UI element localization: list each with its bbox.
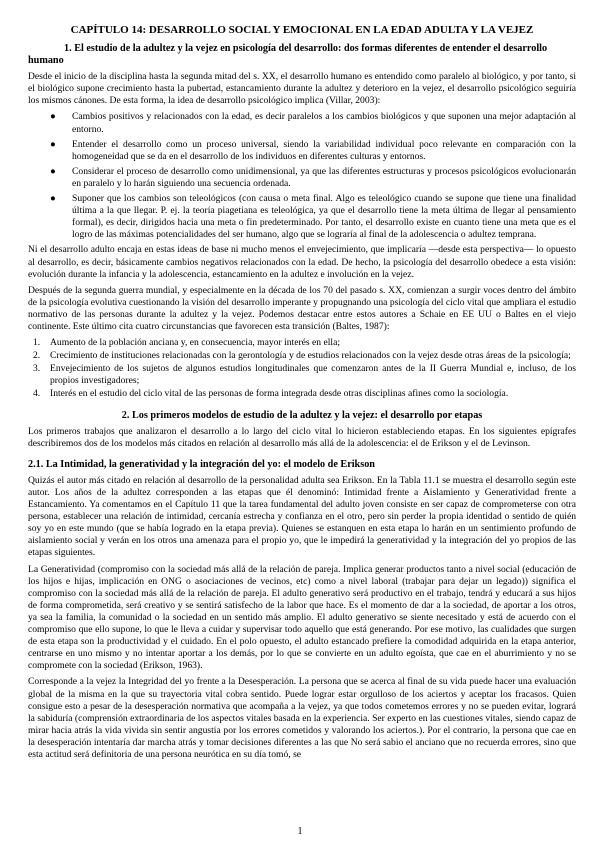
bullet-icon: ●	[50, 165, 56, 177]
list-item	[50, 193, 576, 241]
list-item	[50, 165, 576, 190]
section-2-1-heading: 2.1. La Intimidad, la generatividad y la integración del yo: el modelo de Erikson	[28, 458, 375, 470]
list-item-text: Entender el desarrollo como un proceso universal, siendo la variabilidad individual poco relevante en comparación con la homogeneidad que se da en el desarrollo de los individuos en diferentes culturas y entornos.	[72, 138, 576, 162]
page-number: 1	[297, 826, 303, 837]
list-item-text: Cambios positivos y relacionados con la edad, es decir paralelos a los cambios biológicos y que suponen una mejor adaptación al entorno.	[72, 111, 576, 135]
list-item: 1. Aumento de la población anciana y, en consecuencia, mayor interés en ella;	[33, 337, 340, 349]
section-1-paragraph-2: Ni el desarrollo adulto encaja en estas ideas de base ni mucho menos el envejecimiento, que implicaría —desde esta perspectiva— lo opuesto al desarrollo, es decir, básicamente cambios negativos relacionados con la edad. De hecho, la psicología del desarrollo obedece a esta visión: evolución durante la infancia y la adolescencia, estancamiento en la adultez e involución en la vejez.	[28, 244, 576, 280]
section-1-heading: 1. El estudio de la adultez y la vejez en psicología del desarrollo: dos formas diferentes de entender el desarrollo humano	[28, 43, 548, 67]
section-2-paragraph: Los primeros trabajos que analizaron el desarrollo a lo largo del ciclo vital lo hicieron estableciendo etapas. En los siguientes epígrafes describiremos dos de los modelos más citados en relación al desarrollo más allá de la adolescencia: el de Erikson y el de Levinson.	[28, 425, 576, 449]
list-item-text: Suponer que los cambios son teleológicos (con causa o meta final. Algo es teleológico cuando se supone que tiene una finalidad última a la que llegar. P. ej. la teoría piagetiana es teleológica, ya que el desarrollo tiene la meta última de llegar al pensamiento formal), es decir, dirigidos hacia una meta o fin predeterminado. Por tanto, el desarrollo existe en cuanto tiene una meta que es el logro de las máximas potencialidades del ser humano, algo que se lograría al final de la adolescencia o adultez temprana.	[72, 193, 576, 241]
section-1-paragraph-3: Después de la segunda guerra mundial, y especialmente en la década de los 70 del pasado s. XX, comienzan a surgir voces dentro del ámbito de la psicología evolutiva cuestionando la visión del desarrollo imperante y propugnando una psicología del ciclo vital que ampliara el estudio normativo de las personas durante la adultez y la vejez. Podemos destacar entre estos autores a Schaie en EE UU o Baltes en el viejo continente. Este último cita cuatro circunstancias que favorecen esta transición (Baltes, 1987):	[28, 284, 576, 332]
document-body	[28, 24, 576, 765]
list-item-text: Envejecimiento de los sujetos de algunos estudios longitudinales que comenzaron antes de la II Guerra Mundial e, incluso, de los propios investigadores;	[50, 363, 576, 387]
chapter-title: CAPÍTULO 14: DESARROLLO SOCIAL Y EMOCIONAL EN LA EDAD ADULTA Y LA VEJEZ	[70, 24, 534, 36]
list-item	[50, 111, 576, 135]
list-item-text: Interés en el estudio del ciclo vital de las personas de forma integrada desde otras disciplinas afines como la sociología.	[50, 388, 509, 400]
bullet-icon: ●	[50, 138, 56, 150]
bullet-icon: ●	[50, 111, 56, 123]
list-item-text: Considerar el proceso de desarrollo como unidimensional, ya que las diferentes estructuras y procesos psicológicos evolucionarán en paralelo y lo harán siguiendo una secuencia ordenada.	[72, 165, 576, 189]
section-1-intro: Desde el inicio de la disciplina hasta la segunda mitad del s. XX, el desarrollo humano es entendido como paralelo al biológico, y por tanto, si el biológico supone crecimiento hasta la pubertad, estancamiento durante la adultez y deterioro en la vejez, el desarrollo psicológico seguiría los mismos cánones. De esta forma, la idea de desarrollo psicológico implica (Villar, 2003):	[28, 71, 576, 107]
list-item: 4. Interés en el estudio del ciclo vital de las personas de forma integrada desde otras disciplinas afines como la sociología.	[33, 388, 509, 400]
bullet-icon: ●	[50, 193, 56, 205]
baltes-circumstances-list	[28, 337, 576, 400]
section-2-1-paragraph-1: Quizás el autor más citado en relación al desarrollo de la personalidad adulta sea Erikson. En la Tabla 11.1 se muestra el desarrollo según este autor. Los años de la adultez corresponden a las etapas que él denominó: Intimidad frente a Aislamiento y Generatividad frente a Estancamiento. Ya comentamos en el Capítulo 11 que la tarea fundamental del adulto joven consiste en ser capaz de comprometerse con otra persona, establecer una relación de intimidad, cercanía estrecha y confianza en el otro, pero sin perder la propia identidad o sentido de quién soy yo en este mundo (que se había logrado en la etapa previa). Quienes se estanquen en esta etapa lo harán en un sentimiento profundo de aislamiento social y verán en los otros una amenaza para el propio yo, que le impedirá la generatividad y la integración del yo propios de las etapas siguientes.	[28, 474, 576, 559]
list-item-text: Aumento de la población anciana y, en consecuencia, mayor interés en ella;	[50, 337, 340, 349]
section-2-1-paragraph-2: La Generatividad (compromiso con la sociedad más allá de la relación de pareja. Implica generar productos tanto a nivel social (educación de los hijos e hijas, implicación en ONG o asociaciones de vecinos, etc) como a nivel laboral (trabajar para dejar un legado)) significa el compromiso con la sociedad más allá de la relación de pareja. El adulto generativo será productivo en el trabajo, tendrá y educará a sus hijos de forma comprometida, será creativo y se sentirá satisfecho de la labor que hace. Es el momento de dar a la sociedad, de aportar a los otros, ya sea la familia, la comunidad o la sociedad en un sentido más amplio. El adulto generativo se siente necesitado y está de acuerdo con el compromiso que ello supone, lo que le lleva a cuidar y supervisar todo aquello que está generando. Por ese motivo, las cualidades que surgen de esta etapa son la productividad y el cuidado. En el polo opuesto, el adulto estancado prefiere la comodidad adquirida en la etapa anterior, centrarse en uno mismo y no intentar aportar a los demás, por lo que se convierte en un adulto egoísta, que cae en el aburrimiento y no se compromete con la sociedad (Erikson, 1963).	[28, 563, 576, 672]
list-item	[50, 138, 576, 163]
development-ideas-list	[28, 111, 576, 241]
list-item-text: Crecimiento de instituciones relacionadas con la gerontología y de estudios relacionados con la vejez desde otras áreas de la psicología;	[50, 350, 571, 362]
section-2-1-paragraph-3: Corresponde a la vejez la Integridad del yo frente a la Desesperación. La persona que se acerca al final de su vida puede hacer una evaluación global de la misma en la que su trayectoria vital cobra sentido. Puede lograr estar orgulloso de los aciertos y aceptar los fracasos. Quien consigue esto a pesar de la desesperación normativa que acompaña a la vejez, ya que todos cometemos errores y no se pueden evitar, logrará la sabiduría (comprensión extraordinaria de los aspectos vitales basada en la experiencia. Ser experto en las cuestiones vitales, siendo capaz de mirar hacia atrás la vida vivida sin sentir angustia por los errores cometidos y valorando los aciertos.). Por el contrario, la persona que cae en la desesperación intentaría dar marcha atrás y tomar decisiones diferentes a las que No será sabio el anciano que no recuerda errores, sino que esta actitud será definitoria de una persona neurótica en su día tomó, se	[28, 676, 576, 760]
section-2-heading: 2. Los primeros modelos de estudio de la adultez y la vejez: el desarrollo por etapas	[121, 409, 483, 421]
list-item: 2. Crecimiento de instituciones relacionadas con la gerontología y de estudios relacionados con la vejez desde otras áreas de la psicología;	[33, 350, 571, 362]
list-item: 3. Envejecimiento de los sujetos de algunos estudios longitudinales que comenzaron antes de la II Guerra Mundial e, incluso, de los propios investigadores;	[33, 363, 576, 387]
